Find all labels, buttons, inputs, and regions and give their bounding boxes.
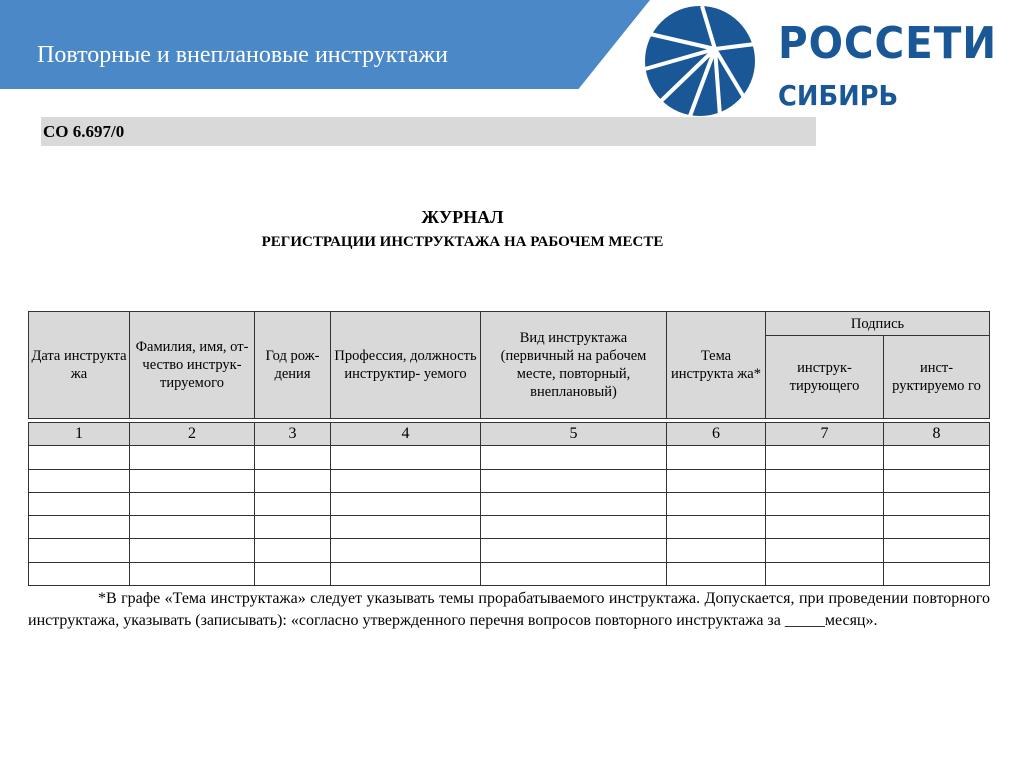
table-cell xyxy=(29,516,130,539)
column-number: 8 xyxy=(884,423,990,446)
column-header: Профессия, должность инструктир- уемого xyxy=(331,312,481,419)
table-cell xyxy=(130,516,255,539)
table-row xyxy=(29,446,990,469)
table-cell xyxy=(331,469,481,492)
table-cell xyxy=(130,562,255,585)
table-cell xyxy=(667,492,766,515)
table-row xyxy=(29,539,990,562)
table-cell xyxy=(255,516,331,539)
column-header: Дата инструкта жа xyxy=(29,312,130,419)
column-header: Тема инструкта жа* xyxy=(667,312,766,419)
table-cell xyxy=(29,446,130,469)
table-cell xyxy=(255,446,331,469)
column-header: Вид инструктажа (первичный на рабочем месте, повторный, внеплановый) xyxy=(481,312,667,419)
table-cell xyxy=(766,446,884,469)
table-cell xyxy=(667,562,766,585)
table-cell xyxy=(481,492,667,515)
footnote: *В графе «Тема инструктажа» следует указывать темы прорабатываемого инструктажа. Допускается, при проведении повторного инструктажа, указывать (записывать): «согласно утвержденного перечня вопросов повторного инструктажа за _____месяц». xyxy=(28,590,990,629)
table-cell xyxy=(481,469,667,492)
table-cell xyxy=(255,469,331,492)
column-number: 4 xyxy=(331,423,481,446)
table-cell xyxy=(29,562,130,585)
column-header: инструк- тирующего xyxy=(766,336,884,419)
table-cell xyxy=(884,469,990,492)
column-number: 5 xyxy=(481,423,667,446)
column-number: 3 xyxy=(255,423,331,446)
table-cell xyxy=(255,492,331,515)
table-cell xyxy=(667,446,766,469)
table-cell xyxy=(331,492,481,515)
table-cell xyxy=(29,539,130,562)
journal-title: ЖУРНАЛ xyxy=(421,207,504,227)
journal-table-body xyxy=(28,422,990,586)
page-title: Повторные и внеплановые инструктажи xyxy=(37,42,448,68)
table-cell xyxy=(884,446,990,469)
table-cell xyxy=(667,539,766,562)
brand-name: РОССЕТИ xyxy=(778,18,998,69)
table-cell xyxy=(481,446,667,469)
document-code: СО 6.697/0 xyxy=(41,117,816,146)
column-header: инст- руктируемо го xyxy=(884,336,990,419)
column-numbers-row xyxy=(29,423,990,446)
signature-group-header: Подпись xyxy=(766,312,990,336)
table-cell xyxy=(766,469,884,492)
table-cell xyxy=(130,446,255,469)
table-cell xyxy=(331,539,481,562)
column-header: Год рож- дения xyxy=(255,312,331,419)
column-number: 2 xyxy=(130,423,255,446)
table-cell xyxy=(481,539,667,562)
column-number: 7 xyxy=(766,423,884,446)
table-cell xyxy=(130,539,255,562)
column-header: Фамилия, имя, от- чество инструк- тируемого xyxy=(130,312,255,419)
table-cell xyxy=(331,446,481,469)
table-row xyxy=(29,469,990,492)
table-cell xyxy=(766,516,884,539)
table-cell xyxy=(130,492,255,515)
table-cell xyxy=(481,562,667,585)
table-cell xyxy=(331,516,481,539)
table-cell xyxy=(766,539,884,562)
table-cell xyxy=(667,469,766,492)
table-row xyxy=(29,562,990,585)
table-cell xyxy=(29,469,130,492)
table-row xyxy=(29,492,990,515)
table-cell xyxy=(130,469,255,492)
column-number: 6 xyxy=(667,423,766,446)
table-cell xyxy=(255,539,331,562)
table-cell xyxy=(766,562,884,585)
table-cell xyxy=(766,492,884,515)
table-cell xyxy=(331,562,481,585)
table-cell xyxy=(884,516,990,539)
table-cell xyxy=(884,539,990,562)
journal-subtitle: РЕГИСТРАЦИИ ИНСТРУКТАЖА НА РАБОЧЕМ МЕСТЕ xyxy=(261,234,664,250)
journal-table-header xyxy=(28,311,990,419)
table-cell xyxy=(481,516,667,539)
table-cell xyxy=(884,492,990,515)
table-cell xyxy=(29,492,130,515)
table-cell xyxy=(884,562,990,585)
table-row xyxy=(29,516,990,539)
table-cell xyxy=(667,516,766,539)
column-number: 1 xyxy=(29,423,130,446)
rosseti-logo-icon xyxy=(640,4,760,118)
brand-region: СИБИРЬ xyxy=(778,79,899,112)
table-cell xyxy=(255,562,331,585)
